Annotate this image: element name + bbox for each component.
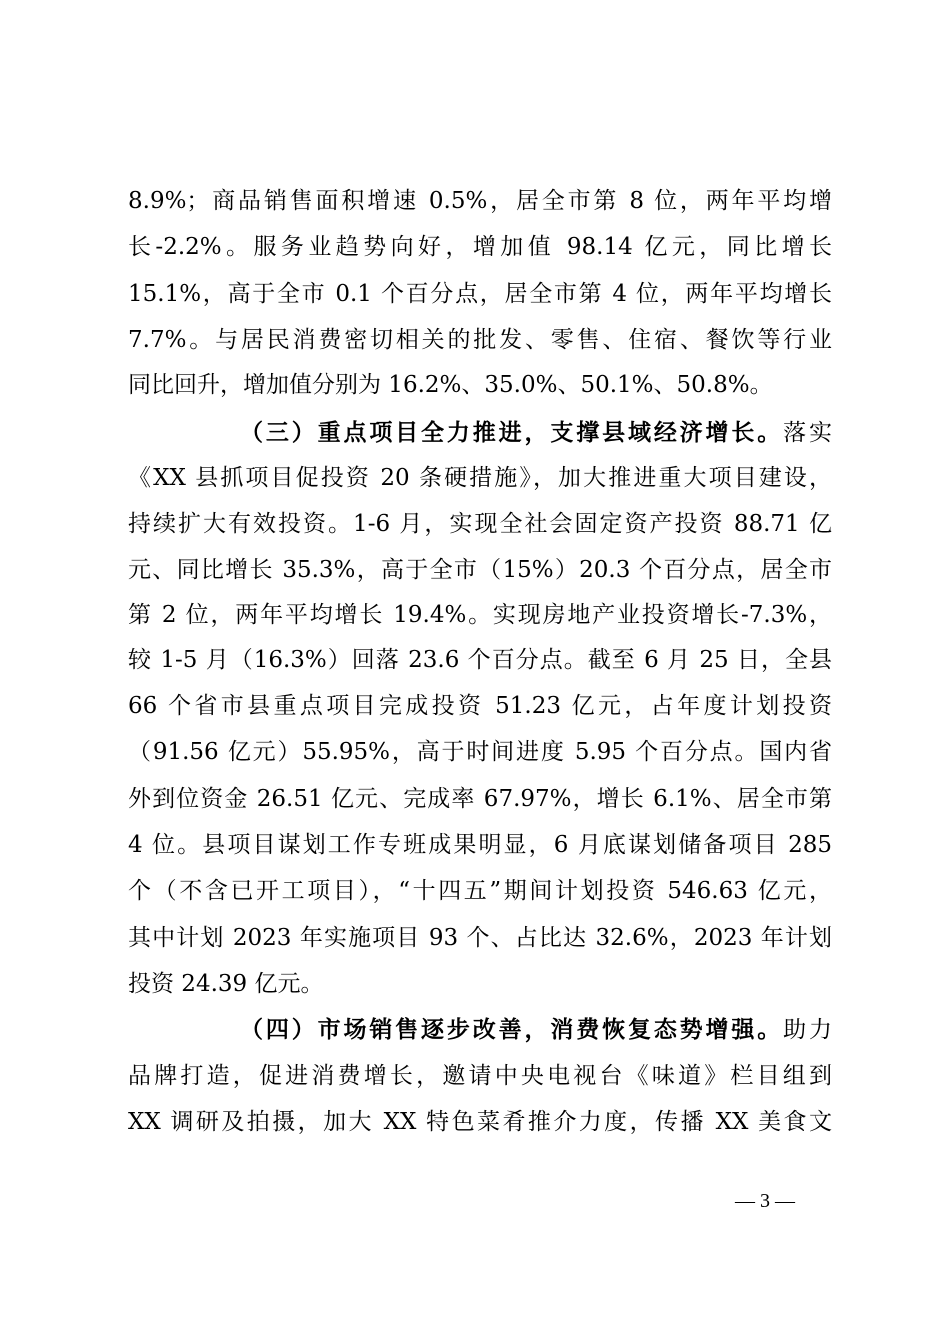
paragraph-line bbox=[128, 822, 832, 868]
section-heading-line bbox=[240, 1007, 832, 1053]
line-text: 其中计划 2023 年实施项目 93 个、占比达 32.6%，2023 年计划 bbox=[128, 925, 832, 951]
line-text: 个（不含已开工项目），“十四五”期间计划投资 546.63 亿元， bbox=[128, 878, 832, 904]
paragraph-line bbox=[128, 915, 832, 961]
line-text: 落实 bbox=[783, 420, 833, 446]
line-text: 外到位资金 26.51 亿元、完成率 67.97%，增长 6.1%、居全市第 bbox=[128, 786, 832, 812]
line-text: 66 个省市县重点项目完成投资 51.23 亿元，占年度计划投资 bbox=[128, 693, 832, 719]
line-text: XX 调研及拍摄，加大 XX 特色菜肴推介力度，传播 XX 美食文 bbox=[128, 1109, 832, 1135]
paragraph-line bbox=[128, 501, 832, 547]
line-text: 第 2 位，两年平均增长 19.4%。实现房地产业投资增长-7.3%， bbox=[128, 602, 832, 628]
paragraph-line bbox=[128, 1099, 832, 1145]
paragraph-line bbox=[128, 961, 832, 1007]
paragraph-line bbox=[128, 455, 832, 501]
section-heading: （三）重点项目全力推进，支撑县域经济增长。 bbox=[240, 419, 784, 446]
line-text: 《XX 县抓项目促投资 20 条硬措施》，加大推进重大项目建设， bbox=[128, 465, 832, 491]
line-text: 7.7%。与居民消费密切相关的批发、零售、住宿、餐饮等行业 bbox=[128, 327, 832, 353]
paragraph-line bbox=[128, 776, 832, 822]
paragraph-line bbox=[128, 1053, 832, 1099]
line-text: 投资 24.39 亿元。 bbox=[128, 971, 324, 997]
paragraph-line bbox=[128, 271, 832, 317]
paragraph-line bbox=[128, 178, 832, 224]
paragraph-line bbox=[128, 637, 832, 683]
section-heading: （四）市场销售逐步改善，消费恢复态势增强。 bbox=[240, 1016, 784, 1043]
line-text: 15.1%，高于全市 0.1 个百分点，居全市第 4 位，两年平均增长 bbox=[128, 281, 832, 307]
paragraph-line bbox=[128, 224, 832, 270]
paragraph-line bbox=[128, 362, 832, 408]
paragraph-line bbox=[128, 592, 832, 638]
paragraph-line bbox=[128, 317, 832, 363]
paragraph-line bbox=[128, 683, 832, 729]
line-text: 元、同比增长 35.3%，高于全市（15%）20.3 个百分点，居全市 bbox=[128, 557, 832, 583]
paragraph-line bbox=[128, 729, 832, 775]
line-text: 助力 bbox=[783, 1017, 833, 1043]
line-text: 品牌打造，促进消费增长，邀请中央电视台《味道》栏目组到 bbox=[128, 1063, 832, 1089]
line-text: 同比回升，增加值分别为 16.2%、35.0%、50.1%、50.8%。 bbox=[128, 372, 773, 398]
line-text: 8.9%；商品销售面积增速 0.5%，居全市第 8 位，两年平均增 bbox=[128, 188, 832, 214]
line-text: 4 位。县项目谋划工作专班成果明显，6 月底谋划储备项目 285 bbox=[128, 832, 832, 858]
line-text: 持续扩大有效投资。1-6 月，实现全社会固定资产投资 88.71 亿 bbox=[128, 511, 832, 537]
line-text: （91.56 亿元）55.95%，高于时间进度 5.95 个百分点。国内省 bbox=[128, 739, 832, 765]
line-text: 较 1-5 月（16.3%）回落 23.6 个百分点。截至 6 月 25 日，全县 bbox=[128, 647, 832, 673]
paragraph-line bbox=[128, 868, 832, 914]
paragraph-line bbox=[128, 547, 832, 593]
page-number: — 3 — bbox=[735, 1190, 795, 1212]
section-heading-line bbox=[240, 410, 832, 456]
line-text: 长-2.2%。服务业趋势向好，增加值 98.14 亿元，同比增长 bbox=[128, 234, 832, 260]
